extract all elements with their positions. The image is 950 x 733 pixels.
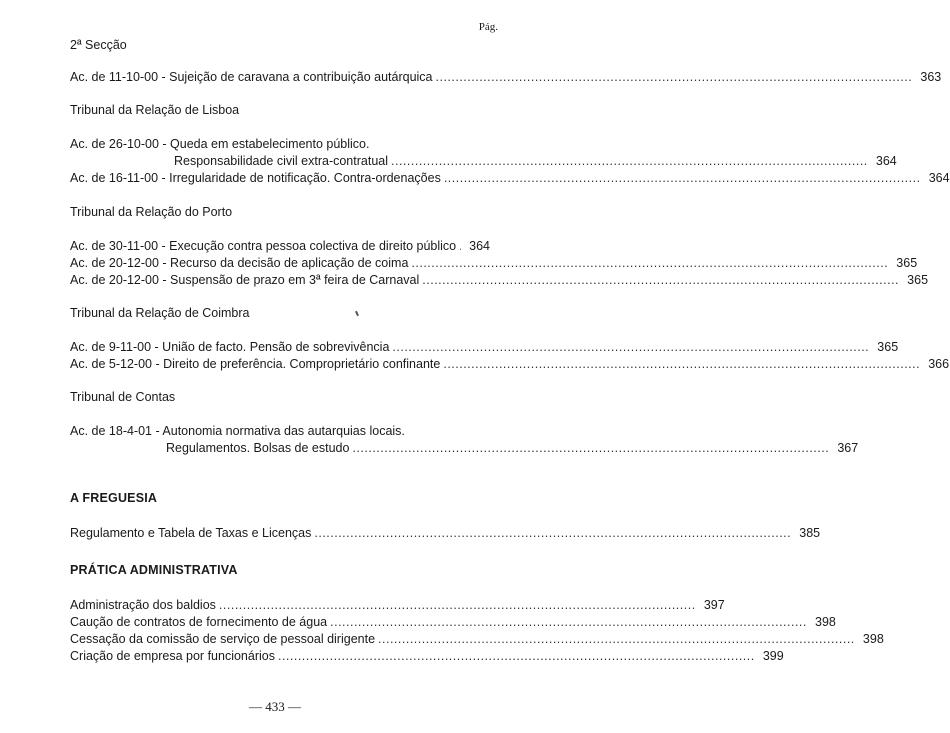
entry-page-number: 367 (837, 441, 859, 455)
entry-page-number: 397 (703, 598, 725, 612)
dot-leader: ........................................................................................................................ (277, 649, 755, 663)
toc-entry (70, 615, 836, 631)
section-heading: 2ª Secção (70, 38, 127, 52)
dot-leader: ........................................................................................................................ (422, 273, 900, 287)
entry-text: Ac. de 9-11-00 - União de facto. Pensão de sobrevivência (70, 340, 390, 354)
toc-entry (70, 526, 821, 542)
dot-leader: ........................................................................................................................ (218, 598, 696, 612)
section-heading: Tribunal da Relação do Porto (70, 205, 233, 219)
entry-page-number: 399 (762, 649, 784, 663)
toc-entry (70, 632, 884, 648)
dot-leader (459, 239, 461, 253)
toc-entry (70, 256, 918, 272)
toc-entry (70, 340, 899, 356)
entry-text: Administração dos baldios (70, 598, 216, 612)
section-heading: PRÁTICA ADMINISTRATIVA (70, 563, 238, 577)
entry-page-number: 365 (896, 256, 918, 270)
toc-entry-continuation (174, 154, 897, 170)
entry-text: Ac. de 20-12-00 - Suspensão de prazo em 3ª feira de Carnaval (70, 273, 420, 287)
entry-page-number: 364 (875, 154, 897, 168)
toc-entry (70, 357, 950, 373)
dot-leader: ........................................................................................................................ (391, 154, 868, 168)
entry-text: Criação de empresa por funcionários (70, 649, 275, 663)
entry-page-number: 365 (877, 340, 899, 354)
section-heading: Tribunal da Relação de Coimbra (70, 306, 250, 320)
toc-entry (70, 171, 950, 187)
dot-leader: ........................................................................................................................ (435, 70, 913, 84)
section-heading: Tribunal de Contas (70, 390, 176, 404)
dot-leader: ........................................................................................................................ (392, 340, 870, 354)
entry-text: Caução de contratos de fornecimento de água (70, 615, 328, 629)
toc-entry (70, 598, 725, 614)
entry-page-number: 364 (928, 171, 950, 185)
toc-entry (70, 424, 490, 440)
entry-page-number: 398 (862, 632, 884, 646)
toc-entry-continuation (166, 441, 859, 457)
dot-leader: ........................................................................................................................ (378, 632, 855, 646)
entry-text: Ac. de 30-11-00 - Execução contra pessoa colectiva de direito público (70, 239, 457, 253)
scan-speck (355, 311, 359, 316)
entry-page-number: 363 (920, 70, 942, 84)
toc-entry (70, 649, 784, 665)
entry-text: Ac. de 16-11-00 - Irregularidade de notificação. Contra-ordenações (70, 171, 441, 185)
entry-page-number: 385 (799, 526, 821, 540)
entry-text: Regulamento e Tabela de Taxas e Licenças (70, 526, 312, 540)
entry-page-number: 365 (907, 273, 929, 287)
dot-leader: ........................................................................................................................ (411, 256, 889, 270)
page-number-footer: — 433 — (249, 699, 301, 714)
entry-text: Ac. de 26-10-00 - Queda em estabelecimento público. (70, 137, 370, 151)
page-column-label: Pág. (478, 21, 498, 33)
dot-leader: ........................................................................................................................ (330, 615, 807, 629)
entry-text: Ac. de 18-4-01 - Autonomia normativa das autarquias locais. (70, 424, 405, 438)
dot-leader: ........................................................................................................................ (443, 357, 921, 371)
section-heading: Tribunal da Relação de Lisboa (70, 103, 240, 117)
toc-entry (70, 239, 490, 255)
entry-text-continuation: Responsabilidade civil extra-contratual (174, 154, 389, 168)
toc-entry (70, 273, 929, 289)
dot-leader: ........................................................................................................................ (443, 171, 921, 185)
entry-text: Ac. de 5-12-00 - Direito de preferência. Comproprietário confinante (70, 357, 441, 371)
entry-text: Ac. de 20-12-00 - Recurso da decisão de aplicação de coima (70, 256, 409, 270)
entry-text: Cessação da comissão de serviço de pessoal dirigente (70, 632, 376, 646)
toc-entry (70, 137, 490, 153)
dot-leader: ........................................................................................................................ (352, 441, 830, 455)
entry-text-continuation: Regulamentos. Bolsas de estudo (166, 441, 350, 455)
entry-page-number: 398 (815, 615, 836, 629)
dot-leader: ........................................................................................................................ (314, 526, 792, 540)
section-heading: A FREGUESIA (70, 491, 158, 505)
toc-entry (70, 70, 942, 86)
entry-page-number: 364 (469, 239, 490, 253)
entry-page-number: 366 (928, 357, 950, 371)
entry-text: Ac. de 11-10-00 - Sujeição de caravana a contribuição autárquica (70, 70, 433, 84)
